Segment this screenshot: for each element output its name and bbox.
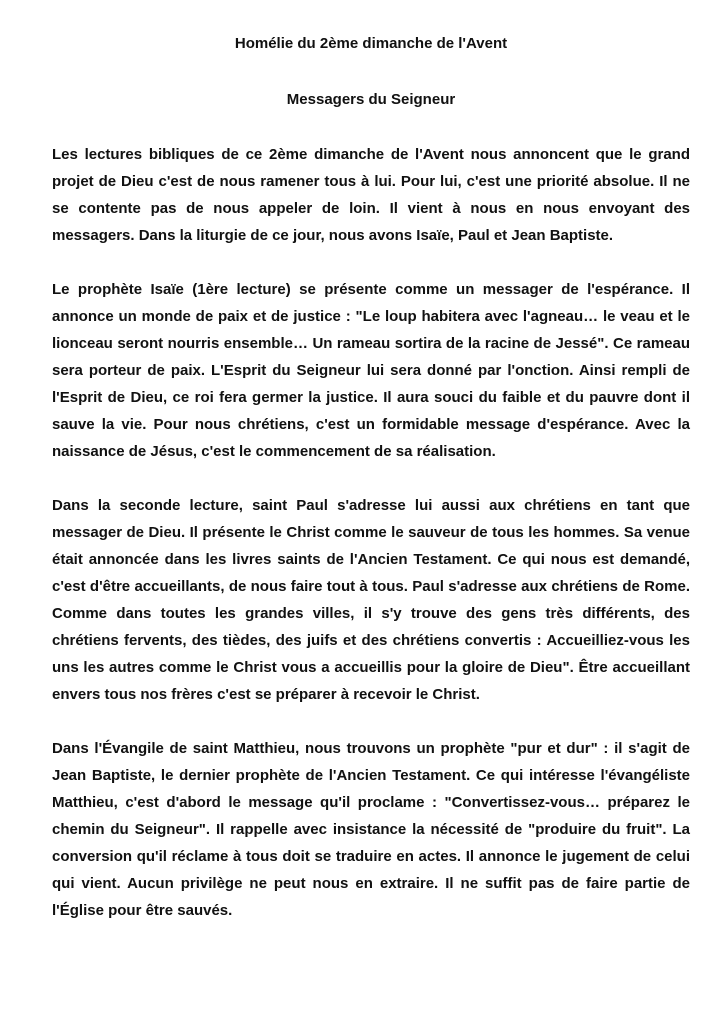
document-page bbox=[52, 33, 690, 924]
paragraph-intro: Les lectures bibliques de ce 2ème dimanche de l'Avent nous annoncent que le grand projet de Dieu c'est de nous ramener tous à lui. Pour lui, c'est une priorité absolue. Il ne se contente pas de nous appeler de loin. Il vient à nous en nous envoyant des messagers. Dans la liturgie de ce jour, nous avons Isaïe, Paul et Jean Baptiste. bbox=[52, 146, 690, 244]
document-subtitle: Messagers du Seigneur bbox=[286, 91, 456, 108]
paragraph-paul: Dans la seconde lecture, saint Paul s'adresse lui aussi aux chrétiens en tant que messager de Dieu. Il présente le Christ comme le sauveur de tous les hommes. Sa venue était annoncée dans les livres saints de l'Ancien Testament. Ce qui nous est demandé, c'est d'être accueillants, de nous faire tout à tous. Paul s'adresse aux chrétiens de Rome. Comme dans toutes les grandes villes, il s'y trouve des gens très différents, des chrétiens fervents, des tièdes, des juifs et des chrétiens convertis : Accueilliez-vous les uns les autres comme le Christ vous a accueillis pour la gloire de Dieu". Être accueillant envers tous nos frères c'est se préparer à recevoir le Christ. bbox=[52, 497, 690, 703]
paragraph-isaie: Le prophète Isaïe (1ère lecture) se présente comme un messager de l'espérance. Il annonce un monde de paix et de justice : "Le loup habitera avec l'agneau… le veau et le lionceau seront nourris ensemble… Un rameau sortira de la racine de Jessé". Ce rameau sera porteur de paix. L'Esprit du Seigneur lui sera donné par l'onction. Ainsi rempli de l'Esprit de Dieu, ce roi fera germer la justice. Il aura souci du faible et du pauvre dont il sauve la vie. Pour nous chrétiens, c'est un formidable message d'espérance. Avec la naissance de Jésus, c'est le commencement de sa réalisation. bbox=[52, 281, 690, 460]
paragraph-matthieu: Dans l'Évangile de saint Matthieu, nous trouvons un prophète "pur et dur" : il s'agit de Jean Baptiste, le dernier prophète de l'Ancien Testament. Ce qui intéresse l'évangéliste Matthieu, c'est d'abord le message qu'il proclame : "Convertissez-vous… préparez le chemin du Seigneur". Il rappelle avec insistance la nécessité de "produire du fruit". La conversion qu'il réclame à tous doit se traduire en actes. Il annonce le jugement de celui qui vient. Aucun privilège ne peut nous en extraire. Il ne suffit pas de faire partie de l'Église pour être sauvés. bbox=[52, 740, 690, 919]
document-title: Homélie du 2ème dimanche de l'Avent bbox=[234, 35, 508, 52]
